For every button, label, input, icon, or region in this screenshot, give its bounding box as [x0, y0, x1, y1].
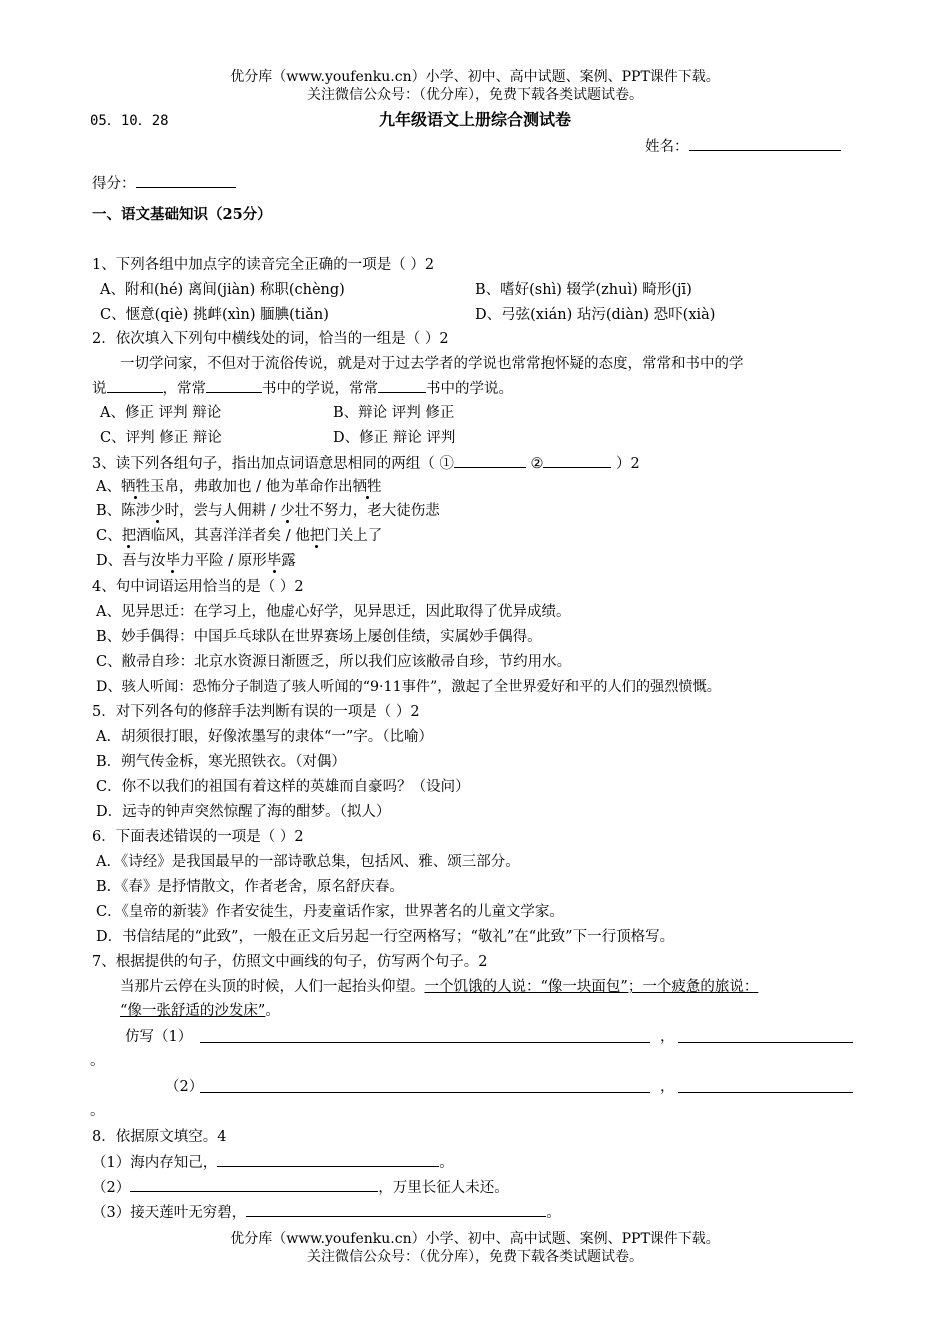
q8-line-3	[92, 1202, 561, 1223]
q2-stem: 2．依次填入下列句中横线处的词，恰当的一组是（ ）2	[92, 331, 449, 347]
q7-imitate-2-blank-a[interactable]	[200, 1092, 650, 1093]
q7-imitate-2-blank-b[interactable]	[678, 1092, 853, 1093]
q3-d-dotted-1: 毕	[165, 553, 181, 569]
q7-text-2-end: 。	[265, 1003, 280, 1019]
q3-b-text-1: B、陈涉	[96, 503, 151, 519]
q3-b-text-2: 时，尝与人佣耕 /	[164, 503, 281, 519]
q5-option-c[interactable]: C．你不以我们的祖国有着这样的英雄而自豪吗？（设问）	[96, 779, 470, 795]
q7-underlined-2: “像一张舒适的沙发床”	[120, 1003, 266, 1019]
q2-text-c: 书中的学说，常常	[262, 381, 378, 397]
exam-title: 九年级语文上册综合测试卷	[378, 110, 571, 129]
q3-c-text-2: 酒临风，其喜洋洋者矣 / 他	[136, 528, 310, 544]
q2-option-c[interactable]: C、评判 修正 辩论	[100, 430, 222, 446]
q4-stem: 4、句中词语运用恰当的是（ ）2	[92, 579, 304, 595]
q3-b-dotted-1: 少	[150, 503, 165, 519]
q7-underlined-1: 一个饥饿的人说：“像一块面包”；一个疲惫的旅说：	[424, 979, 759, 995]
q1-option-d[interactable]: D、弓弦(xián) 玷污(diàn) 恐吓(xià)	[475, 307, 716, 323]
q4-option-d[interactable]: D、骇人听闻：恐怖分子制造了骇人听闻的“9·11事件”，激起了全世界爱好和平的人们的强烈愤慨。	[96, 679, 721, 695]
q3-b-dotted-2: 少	[280, 503, 295, 519]
q3-option-d[interactable]	[96, 551, 296, 571]
q5-option-b[interactable]: B．朔气传金柝，寒光照铁衣。（对偶）	[96, 754, 346, 770]
q8-line-3b: 。	[546, 1205, 561, 1221]
exam-date: 05．10．28	[90, 113, 169, 129]
q3-option-a[interactable]	[96, 477, 382, 497]
q3-option-c[interactable]	[96, 526, 382, 546]
q3-stem-b: ②	[525, 456, 544, 472]
q3-c-dotted-2: 把	[309, 528, 325, 544]
q4-option-c[interactable]: C、敝帚自珍：北京水资源日渐匮乏，所以我们应该敝帚自珍，节约用水。	[96, 654, 572, 670]
q7-period-2: 。	[90, 1103, 105, 1119]
footer-line-2: 关注微信公众号：（优分库），免费下载各类试题试卷。	[307, 1249, 643, 1265]
q3-stem-c: ）2	[611, 456, 640, 472]
q2-blank-2[interactable]	[206, 378, 262, 393]
section-1-heading: 一、语文基础知识（25分）	[92, 206, 272, 223]
q3-d-text-2: 力平险 / 原形	[180, 553, 267, 569]
q8-line-1a: （1）海内存知己，	[92, 1155, 218, 1171]
q3-stem	[92, 453, 640, 474]
q7-imitate-2-label: （2）	[165, 1079, 204, 1095]
q8-blank-2[interactable]	[130, 1177, 378, 1192]
q8-line-2a: （2）	[92, 1180, 131, 1196]
q5-option-d[interactable]: D．远寺的钟声突然惊醒了海的酣梦。（拟人）	[96, 804, 391, 820]
q7-text-line-2	[120, 1001, 280, 1021]
q7-stem: 7、根据提供的句子，仿照文中画线的句子，仿写两个句子。2	[92, 954, 488, 970]
q8-line-2b: ，万里长征人未还。	[378, 1180, 509, 1196]
q8-stem: 8．依据原文填空。4	[92, 1129, 227, 1145]
q2-text-a: 说	[92, 381, 107, 397]
q3-stem-a: 3、读下列各组句子，指出加点词语意思相同的两组（ ①	[92, 456, 454, 472]
q3-d-text-1: D、吾与汝	[96, 553, 166, 569]
q1-stem: 1、下列各组中加点字的读音完全正确的一项是（ ）2	[92, 257, 435, 273]
header-line-1: 优分库（www.youfenku.cn）小学、初中、高中试题、案例、PPT课件下载。	[230, 69, 720, 85]
q2-blank-3[interactable]	[378, 378, 426, 393]
q2-option-d[interactable]: D、修正 辩论 评判	[333, 430, 456, 446]
q7-imitate-1-label: 仿写（1）	[125, 1029, 193, 1045]
score-field	[92, 173, 236, 194]
q6-option-d[interactable]: D．书信结尾的“此致”，一般在正文后另起一行空两格写；“敬礼”在“此致”下一行顶格写。	[96, 929, 675, 945]
q3-d-text-3: 露	[281, 553, 296, 569]
name-blank[interactable]	[689, 136, 841, 151]
q7-imitate-1-blank-a[interactable]	[200, 1042, 650, 1043]
q3-b-text-3: 壮不努力，老大徒伤悲	[294, 503, 440, 519]
q3-a-text-2: 玉帛，弗敢加也 / 他为革命作出	[149, 479, 353, 495]
q7-imitate-1-blank-b[interactable]	[678, 1042, 853, 1043]
name-field	[645, 136, 841, 157]
q8-blank-3[interactable]	[246, 1202, 546, 1217]
q8-line-2	[92, 1177, 509, 1198]
q3-blank-2[interactable]	[543, 453, 611, 468]
q1-option-b[interactable]: B、嗜好(shì) 辍学(zhuì) 畸形(jī)	[475, 282, 692, 298]
q2-blank-1[interactable]	[107, 378, 163, 393]
q3-option-b[interactable]	[96, 501, 440, 521]
q4-option-b[interactable]: B、妙手偶得：中国乒乓球队在世界赛场上屡创佳绩，实属妙手偶得。	[96, 629, 542, 645]
q1-option-c[interactable]: C、惬意(qiè) 挑衅(xìn) 腼腆(tiǎn)	[100, 307, 329, 323]
header-line-2: 关注微信公众号：（优分库），免费下载各类试题试卷。	[307, 87, 643, 103]
q8-line-3a: （3）接天莲叶无穷碧，	[92, 1205, 247, 1221]
q7-comma-1: ，	[660, 1029, 675, 1045]
q2-text-b: ，常常	[162, 381, 206, 397]
q6-option-c[interactable]: C．《皇帝的新装》作者安徒生，丹麦童话作家，世界著名的儿童文学家。	[96, 904, 564, 920]
q3-c-text-1: C、	[96, 528, 122, 544]
name-label: 姓名：	[645, 139, 689, 155]
score-blank[interactable]	[136, 173, 236, 188]
q8-line-1b: 。	[439, 1155, 454, 1171]
q2-text-line-2	[92, 378, 513, 399]
q6-option-b[interactable]: B．《春》是抒情散文，作者老舍，原名舒庆春。	[96, 879, 404, 895]
q5-option-a[interactable]: A．胡须很打眼，好像浓墨写的隶体“一”字。（比喻）	[96, 729, 434, 745]
q3-c-dotted-1: 把	[121, 528, 137, 544]
q3-a-dotted-2: 牺牲	[352, 479, 382, 495]
q5-stem: 5．对下列各句的修辞手法判断有误的一项是（ ）2	[92, 704, 420, 720]
q3-c-text-3: 门关上了	[324, 528, 383, 544]
q7-text-line-1	[120, 977, 758, 997]
q2-option-b[interactable]: B、辩论 评判 修正	[333, 405, 455, 421]
q2-text-d: 书中的学说。	[426, 381, 513, 397]
footer-line-1: 优分库（www.youfenku.cn）小学、初中、高中试题、案例、PPT课件下载。	[230, 1231, 720, 1247]
q8-blank-1[interactable]	[217, 1152, 439, 1167]
q4-option-a[interactable]: A、见异思迁：在学习上，他虚心好学，见异思迁，因此取得了优异成绩。	[96, 604, 571, 620]
q7-comma-2: ，	[660, 1079, 675, 1095]
q3-blank-1[interactable]	[454, 453, 526, 468]
q7-period-1: 。	[90, 1053, 105, 1069]
q7-text-1a: 当那片云停在头顶的时候，人们一起抬头仰望。	[120, 979, 425, 995]
q2-text-line-1: 一切学问家，不但对于流俗传说，就是对于过去学者的学说也常常抱怀疑的态度，常常和书中的学	[120, 356, 744, 372]
q8-line-1	[92, 1152, 454, 1173]
score-label: 得分：	[92, 176, 136, 192]
q2-option-a[interactable]: A、修正 评判 辩论	[100, 405, 222, 421]
q3-a-text-1: A、	[96, 479, 121, 495]
q6-option-a[interactable]: A．《诗经》是我国最早的一部诗歌总集，包括风、雅、颂三部分。	[96, 854, 520, 870]
q3-d-dotted-2: 毕	[266, 553, 282, 569]
q3-a-dotted-1: 牺牲	[120, 479, 150, 495]
q6-stem: 6．下面表述错误的一项是（ ）2	[92, 829, 304, 845]
q1-option-a[interactable]: A、附和(hé) 离间(jiàn) 称职(chèng)	[100, 282, 345, 298]
